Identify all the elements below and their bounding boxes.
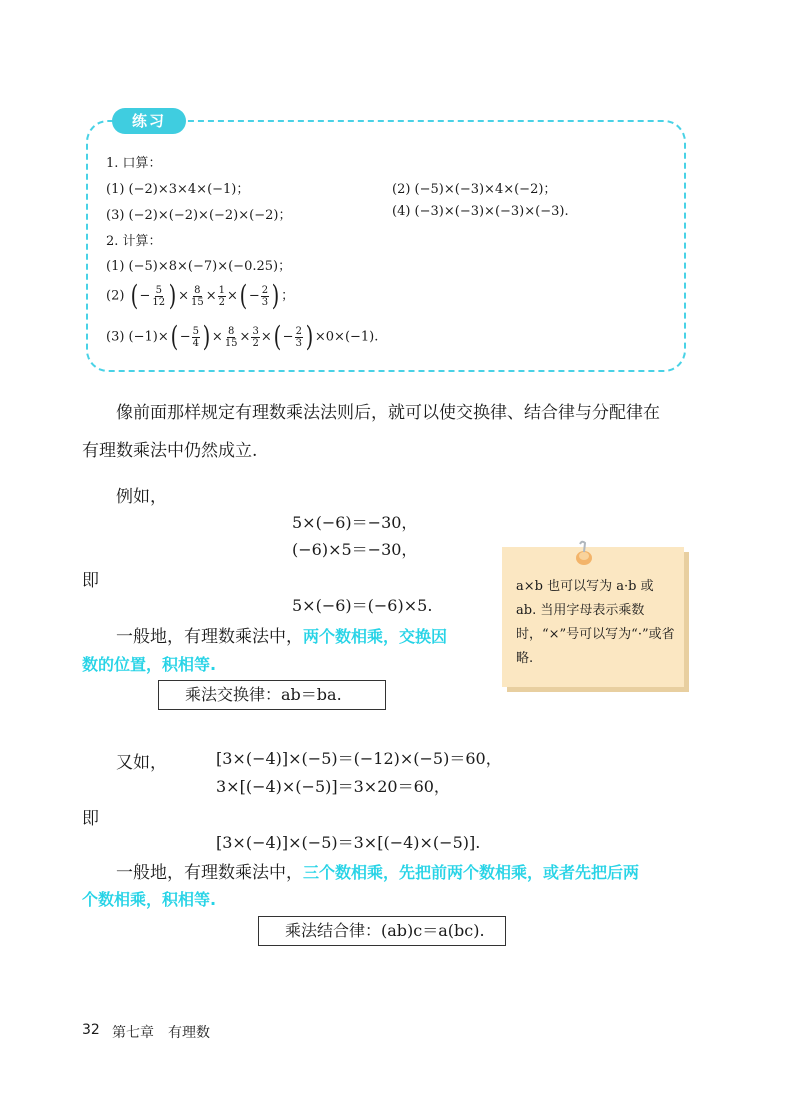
fraction: $\frac{8}{15}$ xyxy=(224,325,238,349)
q1-title: 1. 口算： xyxy=(106,156,162,171)
highlight-text: 三个数相乘，先把前两个数相乘，或者先把后两 xyxy=(303,863,640,882)
fraction: $\frac{2}{3}$ xyxy=(295,325,302,349)
fraction: $\frac{5}{4}$ xyxy=(192,325,199,349)
pushpin-icon xyxy=(574,540,594,566)
q2-item-2: (2) ( − $\frac{5}{12}$ ) × $\frac{8}{15}$ × $\frac{1}{2}$ ×( − $\frac{2}{3}$ ) ； xyxy=(106,279,295,312)
page-number: 32 xyxy=(82,1022,100,1038)
highlight-text: 两个数相乘，交换因 xyxy=(303,627,448,646)
q1-item-4: (4) (−3)×(−3)×(−3)×(−3). xyxy=(392,204,569,219)
ji-label: 即 xyxy=(82,571,99,591)
equation: 3×[(−4)×(−5)]＝3×20＝60， xyxy=(216,777,450,796)
q1-item-3: (3) (−2)×(−2)×(−2)×(−2)； xyxy=(106,208,292,223)
fraction: $\frac{8}{15}$ xyxy=(190,284,204,308)
general-statement: 一般地，有理数乘法中，三个数相乘，先把前两个数相乘，或者先把后两 xyxy=(116,863,640,883)
intro-line-1: 像前面那样规定有理数乘法法则后，就可以使交换律、结合律与分配律在 xyxy=(116,403,660,423)
chapter-title: 有理数 xyxy=(168,1025,210,1041)
q2-item-1: (1) (−5)×8×(−7)×(−0.25)； xyxy=(106,259,292,274)
q2-title: 2. 计算： xyxy=(106,234,162,249)
ji-label: 即 xyxy=(82,809,99,829)
q1-item-2: (2) (−5)×(−3)×4×(−2)； xyxy=(392,182,557,197)
equation: 5×(−6)＝(−6)×5. xyxy=(292,596,433,615)
exercise-badge: 练习 xyxy=(112,108,186,134)
commutative-law-box: 乘法交换律：ab＝ba. xyxy=(158,680,386,710)
equation: 5×(−6)＝−30， xyxy=(292,513,418,532)
fraction: $\frac{3}{2}$ xyxy=(252,325,259,349)
intro-line-2: 有理数乘法中仍然成立. xyxy=(82,441,258,461)
highlight-text: 个数相乘，积相等. xyxy=(82,890,217,909)
q2-item-3: (3) (−1)×( − $\frac{5}{4}$ ) × $\frac{8}{15}$ × $\frac{3}{2}$ ×( − $\frac{2}{3}$ ) ×0×(−1). xyxy=(106,320,379,353)
example-lead: 例如， xyxy=(116,487,167,507)
side-note xyxy=(502,547,684,687)
example-lead: 又如， xyxy=(116,753,167,773)
equation: (−6)×5＝−30， xyxy=(292,540,418,559)
fraction: $\frac{5}{12}$ xyxy=(152,284,166,308)
fraction: $\frac{1}{2}$ xyxy=(218,284,225,308)
highlight-text: 数的位置，积相等. xyxy=(82,655,217,674)
equation: [3×(−4)]×(−5)＝(−12)×(−5)＝60， xyxy=(216,749,502,768)
q1-item-1: (1) (−2)×3×4×(−1)； xyxy=(106,182,250,197)
associative-law-box: 乘法结合律：(ab)c＝a(bc). xyxy=(258,916,506,946)
fraction: $\frac{2}{3}$ xyxy=(261,284,269,308)
chapter-label: 第七章 xyxy=(112,1025,154,1041)
general-statement: 一般地，有理数乘法中，两个数相乘，交换因 xyxy=(116,627,448,647)
side-note-text: a×b 也可以写为 a·b 或 ab. 当用字母表示乘数时，“×”号可以写为“·”或省略. xyxy=(516,579,675,666)
equation: [3×(−4)]×(−5)＝3×[(−4)×(−5)]. xyxy=(216,833,481,852)
